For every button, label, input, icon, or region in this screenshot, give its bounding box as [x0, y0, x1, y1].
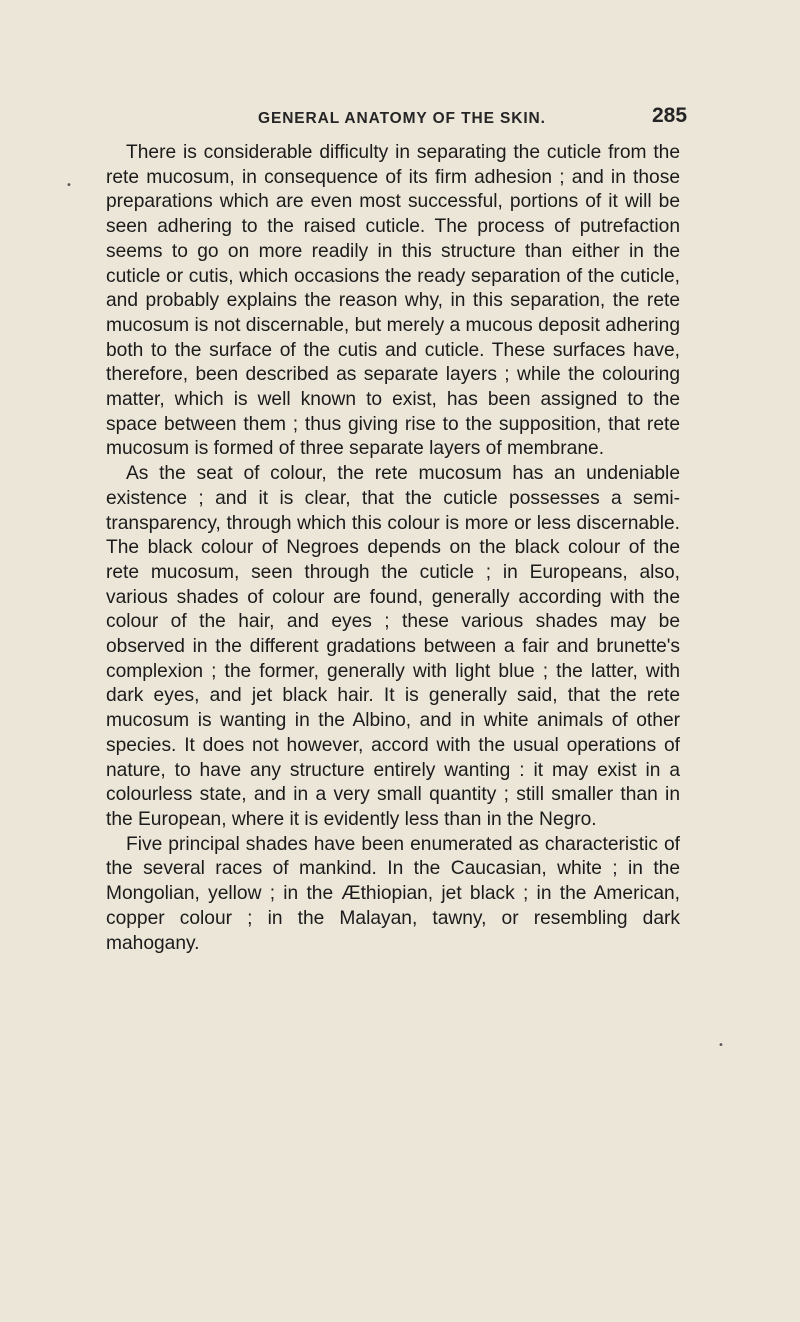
body-text — [106, 141, 680, 956]
paragraph-2: As the seat of colour, the rete mucosum has an undeniable existence ; and it is clear, that the cuticle possesses a semi-transparency, through which this colour is more or less discernable. The black colour of Negroes depends on the black colour of the rete mucosum, seen through the cuticle ; in Europeans, also, various shades of colour are found, generally according with the colour of the hair, and eyes ; these various shades may be observed in the different gradations between a fair and brunette's complexion ; the former, generally with light blue ; the latter, with dark eyes, and jet black hair. It is generally said, that the rete mucosum is wanting in the Albino, and in white animals of other species. It does not however, accord with the usual operations of nature, to have any structure entirely wanting : it may exist in a colourless state, and in a very small quantity ; still smaller than in the European, where it is evidently less than in the Negro. — [106, 463, 680, 830]
running-title: GENERAL ANATOMY OF THE SKIN. — [258, 110, 546, 127]
paragraph-1: There is considerable difficulty in separating the cuticle from the rete mucosum, in consequence of its firm adhesion ; and in those preparations which are even most successful, portions of it will be seen adhering to the raised cuticle. The process of putrefaction seems to go on more readily in this structure than either in the cuticle or cutis, which occasions the ready separation of the cuticle, and probably explains the reason why, in this separation, the rete mucosum is not discernable, but merely a mucous deposit adhering both to the surface of the cutis and cuticle. These surfaces have, therefore, been described as separate layers ; while the colouring matter, which is well known to exist, has been assigned to the space between them ; thus giving rise to the supposition, that rete mucosum is formed of three separate layers of membrane. — [106, 142, 680, 460]
margin-mark-left: • — [66, 180, 72, 191]
paragraph-3: Five principal shades have been enumerated as characteristic of the several races of mankind. In the Caucasian, white ; in the Mongolian, yellow ; in the Æthiopian, jet black ; in the American, copper colour ; in the Malayan, tawny, or resembling dark mahogany. — [106, 833, 680, 954]
page-number: 285 — [652, 104, 688, 127]
margin-mark-right: • — [718, 1040, 724, 1051]
page-header — [0, 104, 800, 134]
